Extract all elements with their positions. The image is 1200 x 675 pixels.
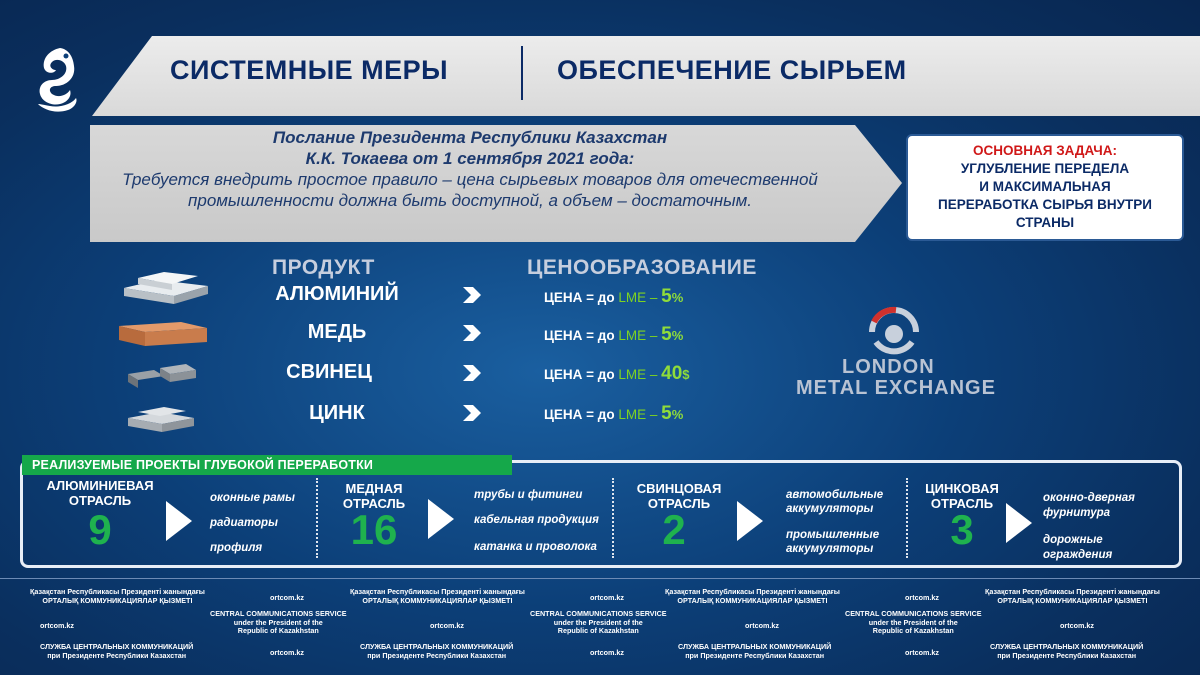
sector-item: аккумуляторы [786,503,874,515]
chevron-right-icon [463,405,481,421]
header-title-left: СИСТЕМНЫЕ МЕРЫ [170,55,449,85]
footer-divider [0,578,1200,579]
price-zinc [544,403,683,425]
sector-item: профиля [210,542,263,554]
price-copper [544,324,683,346]
sector-name-line-1: СВИНЦОВАЯ [636,481,722,496]
chevron-right-icon [463,365,481,381]
footer-kz-service: Қазақстан Республикасы Президенті жанындағы ОРТАЛЫҚ КОММУНИКАЦИЯЛАР ҚЫЗМЕТІ [985,587,1160,605]
product-column-head: ПРОДУКТ [272,256,375,279]
sector-aluminium-count: 9 [88,506,112,553]
triangle-right-icon [1006,503,1032,543]
chevron-right-icon [463,287,481,303]
product-zinc: ЦИНК [309,402,365,424]
price-unit: % [671,328,684,343]
footer-site: ortcom.kz [270,593,304,602]
sector-name-line-2: ОТРАСЛЬ [68,493,132,508]
sector-item: трубы и фитинги [474,489,583,501]
price-prefix: ЦЕНА = до [544,328,615,343]
sector-item: промышленные [786,529,880,541]
footer-ru-service: СЛУЖБА ЦЕНТРАЛЬНЫХ КОММУНИКАЦИЙ при Президенте Республики Казахстан [678,642,832,660]
footer-site: ortcom.kz [40,621,74,630]
footer-kz-service: Қазақстан Республикасы Президенті жанындағы ОРТАЛЫҚ КОММУНИКАЦИЯЛАР ҚЫЗМЕТІ [350,587,525,605]
task-line-1: УГЛУБЛЕНИЕ ПЕРЕДЕЛА [960,161,1130,176]
price-unit: % [671,290,684,305]
sector-separator [612,478,614,558]
product-copper: МЕДЬ [307,321,367,343]
footer-site: ortcom.kz [270,648,304,657]
sector-item: оконные рамы [210,492,295,504]
header-title-right: ОБЕСПЕЧЕНИЕ СЫРЬЕМ [557,55,907,85]
price-lme: LME – [618,328,658,343]
price-value: 5 [661,286,672,307]
product-lead: СВИНЕЦ [286,361,372,383]
price-value: 5 [661,324,672,345]
message-line-2: К.К. Токаева от 1 сентября 2021 года: [305,149,635,168]
footer-ru-service: СЛУЖБА ЦЕНТРАЛЬНЫХ КОММУНИКАЦИЙ при Президенте Республики Казахстан [360,642,514,660]
sector-name-line-2: ОТРАСЛЬ [647,496,711,511]
header-divider [521,46,523,100]
sector-zinc-count: 3 [950,506,974,553]
lme-text-line-2: METAL EXCHANGE [796,377,996,399]
task-line-2: И МАКСИМАЛЬНАЯ [979,179,1111,194]
footer-en-service: CENTRAL COMMUNICATIONS SERVICE under the President of the Republic of Kazakhstan [210,609,347,635]
triangle-right-icon [737,501,763,541]
sector-lead-count: 2 [662,506,686,553]
footer-site: ortcom.kz [430,621,464,630]
lme-text-line-1: LONDON [842,356,935,378]
price-unit: $ [682,367,690,382]
sector-separator [906,478,908,558]
triangle-right-icon [428,499,454,539]
task-line-4: СТРАНЫ [1015,215,1075,230]
sector-copper-count: 16 [350,506,398,553]
copper-sheets-image [115,318,210,348]
sector-name-line-2: ОТРАСЛЬ [342,496,406,511]
sector-item: катанка и проволока [474,541,597,553]
aluminium-ingots-image [118,266,214,306]
sector-separator [316,478,318,558]
price-value: 40 [661,363,683,384]
main-task-box [906,134,1184,241]
task-line-3: ПЕРЕРАБОТКА СЫРЬЯ ВНУТРИ [938,197,1152,212]
price-lme: LME – [618,407,658,422]
price-unit: % [671,407,684,422]
sector-name-line-2: ОТРАСЛЬ [930,496,994,511]
president-message [120,127,820,211]
footer-site: ortcom.kz [590,648,624,657]
footer-site: ortcom.kz [1060,621,1094,630]
lead-ingots-image [124,360,200,390]
sector-item: фурнитура [1043,507,1111,519]
footer-en-service: CENTRAL COMMUNICATIONS SERVICE under the President of the Republic of Kazakhstan [845,609,982,635]
price-prefix: ЦЕНА = до [544,367,615,382]
footer-kz-service: Қазақстан Республикасы Президенті жанындағы ОРТАЛЫҚ КОММУНИКАЦИЯЛАР ҚЫЗМЕТІ [665,587,840,605]
price-prefix: ЦЕНА = до [544,290,615,305]
footer-ru-service: СЛУЖБА ЦЕНТРАЛЬНЫХ КОММУНИКАЦИЙ при Президенте Республики Казахстан [40,642,194,660]
footer-site: ortcom.kz [905,593,939,602]
price-lme: LME – [618,367,658,382]
message-line-1: Послание Президента Республики Казахстан [272,128,668,147]
product-aluminium: АЛЮМИНИЙ [275,283,399,305]
sector-aluminium-name [40,478,160,508]
footer-site: ortcom.kz [745,621,779,630]
message-body: Требуется внедрить простое правило – цена сырьевых товаров для отечественной промышленности должна быть доступной, а объем – достаточным. [122,170,818,210]
sector-name-line-1: МЕДНАЯ [345,481,403,496]
chevron-right-icon [463,325,481,341]
price-value: 5 [661,403,672,424]
sector-item: радиаторы [210,517,278,529]
sector-name-line-1: АЛЮМИНИЕВАЯ [46,478,154,493]
snow-leopard-logo [30,44,86,116]
price-lead [544,363,690,385]
footer-site: ortcom.kz [590,593,624,602]
pricing-column-head: ЦЕНООБРАЗОВАНИЕ [527,256,757,279]
sector-item: дорожные [1043,534,1103,546]
price-aluminium [544,286,683,308]
footer-en-service: CENTRAL COMMUNICATIONS SERVICE under the President of the Republic of Kazakhstan [530,609,667,635]
price-prefix: ЦЕНА = до [544,407,615,422]
footer-site: ortcom.kz [905,648,939,657]
sector-name-line-1: ЦИНКОВАЯ [925,481,999,496]
sector-item: автомобильные [786,489,884,501]
lme-emblem-icon [866,306,922,356]
sector-item: ограждения [1043,549,1113,561]
sector-item: оконно-дверная [1043,492,1135,504]
footer-kz-service: Қазақстан Республикасы Президенті жанындағы ОРТАЛЫҚ КОММУНИКАЦИЯЛАР ҚЫЗМЕТІ [30,587,205,605]
price-lme: LME – [618,290,658,305]
zinc-ingots-image [124,402,198,436]
triangle-right-icon [166,501,192,541]
projects-tab-label: РЕАЛИЗУЕМЫЕ ПРОЕКТЫ ГЛУБОКОЙ ПЕРЕРАБОТКИ [22,455,512,475]
footer-ru-service: СЛУЖБА ЦЕНТРАЛЬНЫХ КОММУНИКАЦИЙ при Президенте Республики Казахстан [990,642,1144,660]
task-heading: ОСНОВНАЯ ЗАДАЧА: [973,143,1117,158]
sector-item: аккумуляторы [786,543,874,555]
sector-item: кабельная продукция [474,514,599,526]
